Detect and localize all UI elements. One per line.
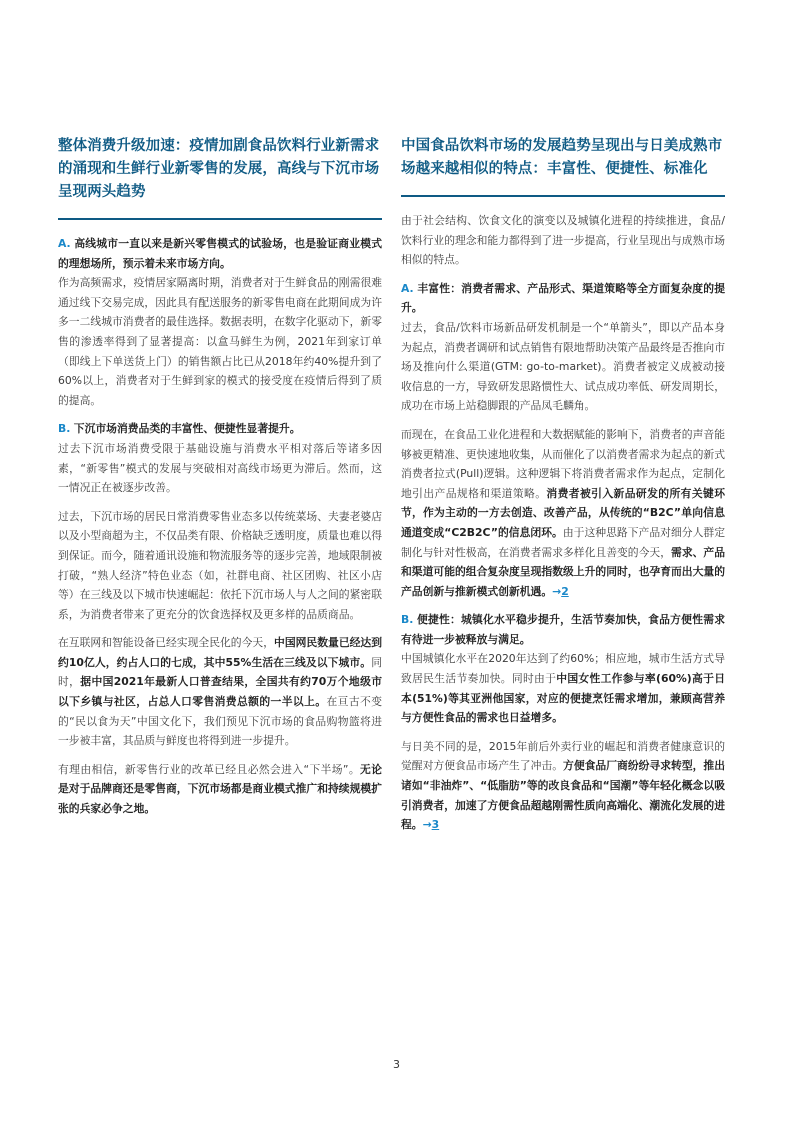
right-column	[401, 135, 725, 835]
right-section-b-body-1: 中国城镇化水平在2020年达到了约60%；相应地，城市生活方式导致居民生活节奏加快。同时由于中国女性工作参与率(60%)高于日本(51%)等其亚洲他国家，对应的便捷烹饪需求增加，兼顾高营养与方便性食品的需求也日益增多。	[401, 652, 725, 725]
left-section-b-title: B. 下沉市场消费品类的丰富性、便捷性显著提升。	[58, 422, 301, 436]
right-section-a-title: A. 丰富性：消费者需求、产品形式、渠道策略等全方面复杂度的提升。	[401, 281, 726, 315]
left-section-a-title: A. 高线城市一直以来是新兴零售模式的试验场，也是验证商业模式的理想场所，预示着未来市场方向。	[58, 237, 383, 270]
arrow-right-icon: →	[422, 818, 432, 832]
right-intro: 由于社会结构、饮食文化的演变以及城镇化进程的持续推进，食品/饮料行业的理念和能力都得到了进一步提高，行业呈现出与成熟市场相似的特点。	[401, 214, 725, 267]
left-section-b-body-2: 过去，下沉市场的居民日常消费零售业态多以传统菜场、夫妻老婆店以及小型商超为主，不仅品类有限、价格缺乏透明度，质量也难以得到保证。而今，随着通讯设施和物流服务等的逐步完善，地域限制被打破，“熟人经济”特色业态（如，社群电商、社区团购、社区小店等）在三线及以下城市快速崛起：依托下沉市场人与人之间的紧密联系，为消费者带来了更充分的饮食选择权及更多样的品质商品。	[58, 509, 382, 621]
right-section-a-body-2: 而现在，在食品工业化进程和大数据赋能的影响下，消费者的声音能够被更精准、更快速地收集，从而催化了以消费者需求为起点的新式消费者拉式(Pull)逻辑。这种逻辑下将消费者需求作为起点，定制化地引出产品规格和渠道策略。消费者被引入新品研发的所有关键环节，作为主动的一方去创造、改善产品，从传统的“B2C”单向信息通道变成“C2B2C”的信息闭环。由于这种思路下产品对细分人群定制化与针对性极高，在消费者需求多样化且善变的今天，需求、产品和渠道可能的组合复杂度呈现指数级上升的同时，也孕育而出大量的产品创新与推新模式创新机遇。→2	[401, 427, 726, 598]
right-section-a-body-1: 过去，食品/饮料市场新品研发机制是一个“单箭头”，即以产品本身为起点，消费者调研和试点销售有限地帮助决策产品最终是否推向市场及推向什么渠道(GTM: go-to-market)。消费者被定义成被动接收信息的一方，导致研发思路惯性大、试点成功率低、研发周期长，成功在市场上站稳脚跟的产品凤毛麟角。	[401, 320, 725, 413]
left-section-a-body: 作为高频需求，疫情居家隔离时期，消费者对于生鲜食品的刚需很难通过线下交易完成，因此具有配送服务的新零售电商在此期间成为许多一二线城市消费者的最佳选择。数据表明，在数字化驱动下，新零售的渗透率得到了显著提高：以盒马鲜生为例，2021年到家订单（即线上下单送货上门）的销售额占比已从2018年约40%提升到了60%以上，消费者对于生鲜到家的模式的接受度在疫情后得到了质的提高。	[58, 276, 382, 407]
left-column	[58, 135, 382, 819]
right-heading-rule	[401, 195, 725, 197]
right-heading: 中国食品饮料市场的发展趋势呈现出与日美成熟市场越来越相似的特点：丰富性、便捷性、标准化	[401, 138, 723, 177]
left-heading: 整体消费升级加速：疫情加剧食品饮料行业新需求的涌现和生鲜行业新零售的发展，高线与下沉市场呈现两头趋势	[58, 138, 380, 200]
left-section-b-body-3: 在互联网和智能设备已经实现全民化的今天，中国网民数量已经达到约10亿人，约占人口的七成，其中55%生活在三线及以下城市。同时，据中国2021年最新人口普查结果，全国共有约70万个地级市以下乡镇与社区，占总人口零售消费总额的一半以上。在亘古不变的“民以食为天”中国文化下，我们预见下沉市场的食品购物篮将进一步被丰富，其品质与鲜度也将得到进一步提升。	[58, 636, 383, 748]
footnote-link-2[interactable]: 2	[561, 584, 569, 598]
right-b-letter: B.	[401, 613, 414, 627]
right-section-b-body-2: 与日美不同的是，2015年前后外卖行业的崛起和消费者健康意识的觉醒对方便食品市场产生了冲击。方便食品厂商纷纷寻求转型，推出诸如“非油炸”、“低脂肪”等的改良食品和“国潮”等年轻化概念以吸引消费者，加速了方便食品超越刚需性质向高端化、潮流化发展的进程。→3	[401, 739, 726, 832]
right-section-b-title: B. 便捷性：城镇化水平稳步提升，生活节奏加快，食品方便性需求有待进一步被释放与满足。	[401, 613, 726, 646]
left-b-letter: B.	[58, 422, 71, 436]
arrow-right-icon: →	[552, 584, 562, 598]
left-section-b-body-1: 过去下沉市场消费受限于基础设施与消费水平相对落后等诸多因素，“新零售”模式的发展与突破相对高线市场更为滞后。然而，这一情况正在被逐步改善。	[58, 441, 382, 495]
left-a-letter: A.	[58, 237, 71, 250]
right-a-letter: A.	[401, 281, 414, 295]
page-number: 3	[393, 1058, 400, 1071]
footnote-link-3[interactable]: 3	[431, 818, 440, 832]
left-heading-rule	[58, 218, 382, 220]
left-section-b-body-4: 有理由相信，新零售行业的改革已经且必然会进入“下半场”。无论是对于品牌商还是零售商，下沉市场都是商业模式推广和持续规模扩张的兵家必争之地。	[58, 762, 383, 816]
